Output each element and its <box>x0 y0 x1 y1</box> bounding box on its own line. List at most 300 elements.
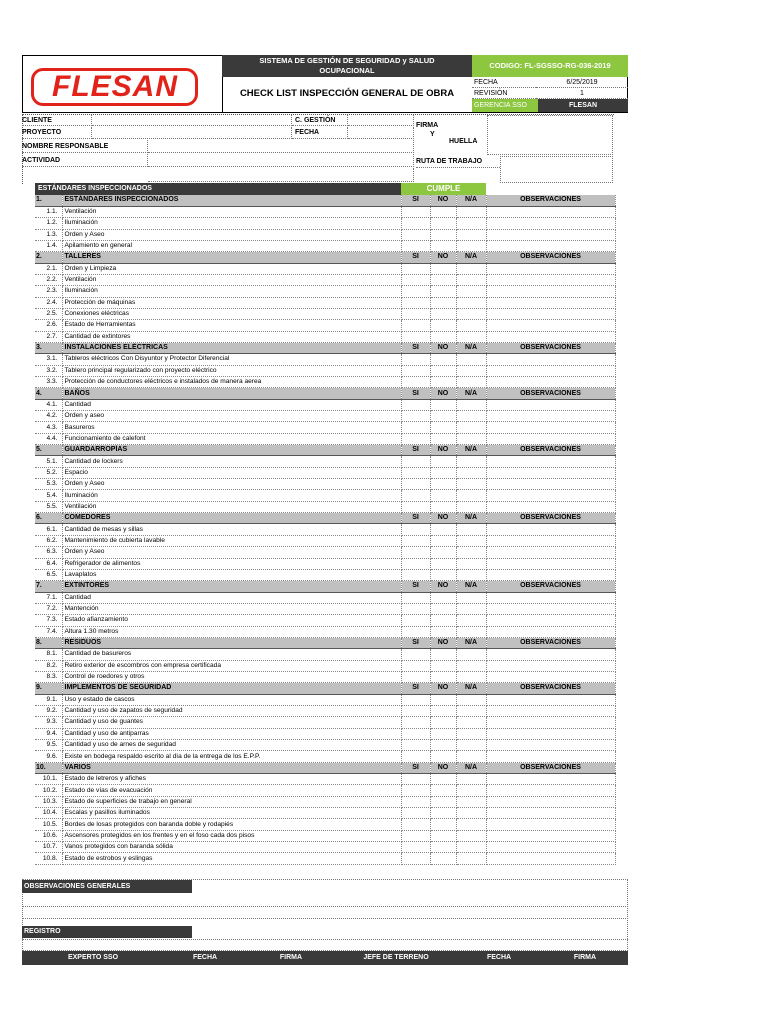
si-checkbox-cell[interactable] <box>401 263 430 274</box>
observation-cell[interactable] <box>486 785 615 796</box>
si-checkbox-cell[interactable] <box>401 740 430 751</box>
no-checkbox-cell[interactable] <box>430 785 456 796</box>
observation-cell[interactable] <box>486 229 615 240</box>
observation-cell[interactable] <box>486 365 615 376</box>
si-checkbox-cell[interactable] <box>401 649 430 660</box>
item-label: Protección de conductores eléctricos e instalados de manera aerea <box>62 377 401 388</box>
section-header-row <box>35 581 615 592</box>
si-checkbox-cell[interactable] <box>401 377 430 388</box>
na-checkbox-cell[interactable] <box>456 524 486 535</box>
no-checkbox-cell[interactable] <box>430 206 456 217</box>
na-checkbox-cell[interactable] <box>456 853 486 864</box>
checklist-item-row <box>35 377 615 388</box>
item-label: Ventilación <box>62 501 401 512</box>
c-gestion-field[interactable] <box>348 115 414 126</box>
observation-cell[interactable] <box>486 660 615 671</box>
observation-cell[interactable] <box>486 308 615 319</box>
observation-cell[interactable] <box>486 240 615 251</box>
item-number: 9.6. <box>35 751 62 762</box>
no-checkbox-cell[interactable] <box>430 592 456 603</box>
observation-cell[interactable] <box>486 422 615 433</box>
observation-cell[interactable] <box>486 218 615 229</box>
observation-cell[interactable] <box>486 399 615 410</box>
observation-cell[interactable] <box>486 740 615 751</box>
observation-cell[interactable] <box>486 479 615 490</box>
si-checkbox-cell[interactable] <box>401 728 430 739</box>
no-checkbox-cell[interactable] <box>430 274 456 285</box>
si-checkbox-cell[interactable] <box>401 365 430 376</box>
col-si-header: SI <box>401 513 430 524</box>
col-si-header: SI <box>401 388 430 399</box>
observation-cell[interactable] <box>486 490 615 501</box>
item-number: 8.1. <box>35 649 62 660</box>
si-checkbox-cell[interactable] <box>401 399 430 410</box>
no-checkbox-cell[interactable] <box>430 467 456 478</box>
observation-cell[interactable] <box>486 354 615 365</box>
na-checkbox-cell[interactable] <box>456 705 486 716</box>
na-checkbox-cell[interactable] <box>456 842 486 853</box>
checklist-item-row <box>35 592 615 603</box>
section-title: GUARDARROPÍAS <box>62 445 401 456</box>
si-checkbox-cell[interactable] <box>401 479 430 490</box>
checklist-item-row <box>35 411 615 422</box>
si-checkbox-cell[interactable] <box>401 206 430 217</box>
observation-cell[interactable] <box>486 411 615 422</box>
actividad-extra-field[interactable] <box>148 168 414 182</box>
no-checkbox-cell[interactable] <box>430 354 456 365</box>
checklist-item-row <box>35 365 615 376</box>
na-checkbox-cell[interactable] <box>456 286 486 297</box>
si-checkbox-cell[interactable] <box>401 671 430 682</box>
item-label: Ventilación <box>62 274 401 285</box>
observation-cell[interactable] <box>486 456 615 467</box>
no-checkbox-cell[interactable] <box>430 830 456 841</box>
observation-cell[interactable] <box>486 808 615 819</box>
observation-cell[interactable] <box>486 206 615 217</box>
si-checkbox-cell[interactable] <box>401 705 430 716</box>
na-checkbox-cell[interactable] <box>456 297 486 308</box>
na-checkbox-cell[interactable] <box>456 740 486 751</box>
si-checkbox-cell[interactable] <box>401 297 430 308</box>
si-checkbox-cell[interactable] <box>401 422 430 433</box>
no-checkbox-cell[interactable] <box>430 705 456 716</box>
item-label: Estado de letreros y afiches <box>62 774 401 785</box>
section-header-row <box>35 388 615 399</box>
checklist-item-row <box>35 705 615 716</box>
si-checkbox-cell[interactable] <box>401 830 430 841</box>
col-na-header: N/A <box>456 388 486 399</box>
observation-cell[interactable] <box>486 853 615 864</box>
no-checkbox-cell[interactable] <box>430 308 456 319</box>
si-checkbox-cell[interactable] <box>401 331 430 342</box>
item-number: 5.4. <box>35 490 62 501</box>
checklist-item-row <box>35 467 615 478</box>
observation-cell[interactable] <box>486 558 615 569</box>
checklist-item-row <box>35 626 615 637</box>
observation-cell[interactable] <box>486 297 615 308</box>
section-number: 8. <box>35 637 62 648</box>
fecha-value: 6/25/2019 <box>536 77 628 88</box>
checklist-table <box>35 195 616 865</box>
si-checkbox-cell[interactable] <box>401 819 430 830</box>
col-no-header: NO <box>430 513 456 524</box>
section-header-row <box>35 195 615 206</box>
no-checkbox-cell[interactable] <box>430 320 456 331</box>
na-checkbox-cell[interactable] <box>456 320 486 331</box>
na-checkbox-cell[interactable] <box>456 717 486 728</box>
na-checkbox-cell[interactable] <box>456 433 486 444</box>
observation-cell[interactable] <box>486 796 615 807</box>
na-checkbox-cell[interactable] <box>456 808 486 819</box>
na-checkbox-cell[interactable] <box>456 728 486 739</box>
actividad-field[interactable] <box>148 154 414 167</box>
si-checkbox-cell[interactable] <box>401 808 430 819</box>
ruta-box[interactable] <box>500 156 613 183</box>
si-checkbox-cell[interactable] <box>401 547 430 558</box>
section-header-row <box>35 342 615 353</box>
na-checkbox-cell[interactable] <box>456 308 486 319</box>
no-checkbox-cell[interactable] <box>430 535 456 546</box>
observation-cell[interactable] <box>486 592 615 603</box>
na-checkbox-cell[interactable] <box>456 274 486 285</box>
na-checkbox-cell[interactable] <box>456 626 486 637</box>
col-na-header: N/A <box>456 513 486 524</box>
col-no-header: NO <box>430 445 456 456</box>
section-header-row <box>35 637 615 648</box>
na-checkbox-cell[interactable] <box>456 660 486 671</box>
no-checkbox-cell[interactable] <box>430 524 456 535</box>
na-checkbox-cell[interactable] <box>456 751 486 762</box>
no-checkbox-cell[interactable] <box>430 558 456 569</box>
item-label: Basureros <box>62 422 401 433</box>
no-checkbox-cell[interactable] <box>430 717 456 728</box>
checklist-item-row <box>35 615 615 626</box>
item-label: Iluminación <box>62 218 401 229</box>
checklist-item-row <box>35 660 615 671</box>
no-checkbox-cell[interactable] <box>430 218 456 229</box>
si-checkbox-cell[interactable] <box>401 354 430 365</box>
item-number: 10.8. <box>35 853 62 864</box>
na-checkbox-cell[interactable] <box>456 671 486 682</box>
item-label: Mantenimiento de cubierta lavable <box>62 535 401 546</box>
si-checkbox-cell[interactable] <box>401 467 430 478</box>
na-checkbox-cell[interactable] <box>456 263 486 274</box>
na-checkbox-cell[interactable] <box>456 399 486 410</box>
no-checkbox-cell[interactable] <box>430 490 456 501</box>
observation-cell[interactable] <box>486 286 615 297</box>
observation-cell[interactable] <box>486 320 615 331</box>
si-checkbox-cell[interactable] <box>401 490 430 501</box>
observation-cell[interactable] <box>486 263 615 274</box>
na-checkbox-cell[interactable] <box>456 615 486 626</box>
observation-cell[interactable] <box>486 830 615 841</box>
na-checkbox-cell[interactable] <box>456 785 486 796</box>
no-checkbox-cell[interactable] <box>430 694 456 705</box>
na-checkbox-cell[interactable] <box>456 796 486 807</box>
si-checkbox-cell[interactable] <box>401 603 430 614</box>
si-checkbox-cell[interactable] <box>401 524 430 535</box>
item-number: 2.5. <box>35 308 62 319</box>
fecha-info-label: FECHA <box>292 127 348 139</box>
checklist-item-row <box>35 501 615 512</box>
no-checkbox-cell[interactable] <box>430 547 456 558</box>
no-checkbox-cell[interactable] <box>430 728 456 739</box>
col-na-header: N/A <box>456 252 486 263</box>
observation-cell[interactable] <box>486 615 615 626</box>
observation-cell[interactable] <box>486 467 615 478</box>
si-checkbox-cell[interactable] <box>401 456 430 467</box>
no-checkbox-cell[interactable] <box>430 263 456 274</box>
item-label: Estado de superficies de trabajo en general <box>62 796 401 807</box>
responsable-field[interactable] <box>148 140 414 153</box>
na-checkbox-cell[interactable] <box>456 456 486 467</box>
no-checkbox-cell[interactable] <box>430 626 456 637</box>
sig-experto-sso: EXPERTO SSO <box>67 954 119 961</box>
si-checkbox-cell[interactable] <box>401 433 430 444</box>
si-checkbox-cell[interactable] <box>401 558 430 569</box>
observation-cell[interactable] <box>486 377 615 388</box>
no-checkbox-cell[interactable] <box>430 660 456 671</box>
checklist-item-row <box>35 308 615 319</box>
section-number: 1. <box>35 195 62 206</box>
no-checkbox-cell[interactable] <box>430 331 456 342</box>
observation-cell[interactable] <box>486 501 615 512</box>
item-number: 4.3. <box>35 422 62 433</box>
na-checkbox-cell[interactable] <box>456 774 486 785</box>
si-checkbox-cell[interactable] <box>401 774 430 785</box>
no-checkbox-cell[interactable] <box>430 615 456 626</box>
observation-cell[interactable] <box>486 274 615 285</box>
na-checkbox-cell[interactable] <box>456 501 486 512</box>
no-checkbox-cell[interactable] <box>430 422 456 433</box>
section-number: 10. <box>35 762 62 773</box>
cliente-field[interactable] <box>92 115 292 126</box>
firma-box[interactable] <box>487 115 613 155</box>
observation-cell[interactable] <box>486 547 615 558</box>
observation-cell[interactable] <box>486 842 615 853</box>
item-number: 10.2. <box>35 785 62 796</box>
checklist-item-row <box>35 808 615 819</box>
observation-cell[interactable] <box>486 331 615 342</box>
no-checkbox-cell[interactable] <box>430 411 456 422</box>
item-number: 1.4. <box>35 240 62 251</box>
huella-label: HUELLA <box>449 138 478 145</box>
col-no-header: NO <box>430 683 456 694</box>
na-checkbox-cell[interactable] <box>456 694 486 705</box>
na-checkbox-cell[interactable] <box>456 649 486 660</box>
na-checkbox-cell[interactable] <box>456 479 486 490</box>
item-label: Cantidad <box>62 399 401 410</box>
col-observaciones-header: OBSERVACIONES <box>486 342 615 353</box>
document-code: CODIGO: FL-SGSSO-RG-036-2019 <box>472 55 628 77</box>
observation-cell[interactable] <box>486 649 615 660</box>
observaciones-line-2[interactable] <box>22 907 628 919</box>
si-checkbox-cell[interactable] <box>401 320 430 331</box>
col-si-header: SI <box>401 637 430 648</box>
si-checkbox-cell[interactable] <box>401 660 430 671</box>
item-label: Conexiones eléctricas <box>62 308 401 319</box>
item-label: Ventilación <box>62 206 401 217</box>
no-checkbox-cell[interactable] <box>430 501 456 512</box>
no-checkbox-cell[interactable] <box>430 842 456 853</box>
no-checkbox-cell[interactable] <box>430 456 456 467</box>
item-label: Estado de Herramientas <box>62 320 401 331</box>
item-number: 10.5. <box>35 819 62 830</box>
na-checkbox-cell[interactable] <box>456 558 486 569</box>
observation-cell[interactable] <box>486 717 615 728</box>
na-checkbox-cell[interactable] <box>456 377 486 388</box>
si-checkbox-cell[interactable] <box>401 569 430 580</box>
observation-cell[interactable] <box>486 524 615 535</box>
no-checkbox-cell[interactable] <box>430 433 456 444</box>
observation-cell[interactable] <box>486 671 615 682</box>
si-checkbox-cell[interactable] <box>401 626 430 637</box>
item-number: 6.2. <box>35 535 62 546</box>
no-checkbox-cell[interactable] <box>430 751 456 762</box>
si-checkbox-cell[interactable] <box>401 240 430 251</box>
si-checkbox-cell[interactable] <box>401 717 430 728</box>
si-checkbox-cell[interactable] <box>401 796 430 807</box>
item-number: 6.1. <box>35 524 62 535</box>
col-observaciones-header: OBSERVACIONES <box>486 762 615 773</box>
item-label: Altura 1.30 metros <box>62 626 401 637</box>
na-checkbox-cell[interactable] <box>456 218 486 229</box>
checklist-item-row <box>35 842 615 853</box>
observation-cell[interactable] <box>486 535 615 546</box>
no-checkbox-cell[interactable] <box>430 399 456 410</box>
no-checkbox-cell[interactable] <box>430 479 456 490</box>
na-checkbox-cell[interactable] <box>456 592 486 603</box>
section-number: 5. <box>35 445 62 456</box>
item-number: 5.5. <box>35 501 62 512</box>
no-checkbox-cell[interactable] <box>430 671 456 682</box>
si-checkbox-cell[interactable] <box>401 501 430 512</box>
na-checkbox-cell[interactable] <box>456 830 486 841</box>
si-checkbox-cell[interactable] <box>401 853 430 864</box>
col-observaciones-header: OBSERVACIONES <box>486 445 615 456</box>
observation-cell[interactable] <box>486 705 615 716</box>
na-checkbox-cell[interactable] <box>456 411 486 422</box>
no-checkbox-cell[interactable] <box>430 740 456 751</box>
na-checkbox-cell[interactable] <box>456 331 486 342</box>
observation-cell[interactable] <box>486 728 615 739</box>
flesan-logo <box>31 68 198 106</box>
observation-cell[interactable] <box>486 751 615 762</box>
col-no-header: NO <box>430 342 456 353</box>
no-checkbox-cell[interactable] <box>430 297 456 308</box>
item-label: Cantidad de extintores <box>62 331 401 342</box>
no-checkbox-cell[interactable] <box>430 796 456 807</box>
item-number: 4.1. <box>35 399 62 410</box>
si-checkbox-cell[interactable] <box>401 694 430 705</box>
na-checkbox-cell[interactable] <box>456 240 486 251</box>
observation-cell[interactable] <box>486 433 615 444</box>
no-checkbox-cell[interactable] <box>430 229 456 240</box>
no-checkbox-cell[interactable] <box>430 365 456 376</box>
item-number: 5.2. <box>35 467 62 478</box>
col-na-header: N/A <box>456 581 486 592</box>
na-checkbox-cell[interactable] <box>456 229 486 240</box>
na-checkbox-cell[interactable] <box>456 354 486 365</box>
si-checkbox-cell[interactable] <box>401 842 430 853</box>
si-checkbox-cell[interactable] <box>401 411 430 422</box>
sig-firma-2: FIRMA <box>573 954 597 961</box>
col-si-header: SI <box>401 252 430 263</box>
flesan-logo-text: FLESAN <box>52 70 178 103</box>
no-checkbox-cell[interactable] <box>430 649 456 660</box>
na-checkbox-cell[interactable] <box>456 819 486 830</box>
si-checkbox-cell[interactable] <box>401 785 430 796</box>
observation-cell[interactable] <box>486 694 615 705</box>
item-label: Apilamiento en general <box>62 240 401 251</box>
observation-cell[interactable] <box>486 626 615 637</box>
na-checkbox-cell[interactable] <box>456 603 486 614</box>
si-checkbox-cell[interactable] <box>401 308 430 319</box>
section-header-row <box>35 513 615 524</box>
no-checkbox-cell[interactable] <box>430 819 456 830</box>
si-checkbox-cell[interactable] <box>401 615 430 626</box>
firma-label: FIRMA <box>416 122 439 129</box>
checklist-item-row <box>35 433 615 444</box>
checklist-item-row <box>35 535 615 546</box>
na-checkbox-cell[interactable] <box>456 490 486 501</box>
si-checkbox-cell[interactable] <box>401 751 430 762</box>
na-checkbox-cell[interactable] <box>456 206 486 217</box>
na-checkbox-cell[interactable] <box>456 467 486 478</box>
item-label: Cantidad y uso de arnes de seguridad <box>62 740 401 751</box>
observaciones-header: OBSERVACIONES GENERALES <box>22 880 192 893</box>
no-checkbox-cell[interactable] <box>430 569 456 580</box>
si-checkbox-cell[interactable] <box>401 286 430 297</box>
si-checkbox-cell[interactable] <box>401 535 430 546</box>
si-checkbox-cell[interactable] <box>401 218 430 229</box>
observation-cell[interactable] <box>486 774 615 785</box>
observation-cell[interactable] <box>486 569 615 580</box>
checklist-item-row <box>35 569 615 580</box>
observation-cell[interactable] <box>486 819 615 830</box>
fecha-info-field[interactable] <box>348 127 414 139</box>
proyecto-field[interactable] <box>92 127 292 139</box>
observaciones-line-1[interactable] <box>22 895 628 907</box>
checklist-item-row <box>35 229 615 240</box>
checklist-item-row <box>35 524 615 535</box>
registro-area[interactable] <box>22 939 628 951</box>
no-checkbox-cell[interactable] <box>430 377 456 388</box>
si-checkbox-cell[interactable] <box>401 592 430 603</box>
checklist-item-row <box>35 399 615 410</box>
na-checkbox-cell[interactable] <box>456 569 486 580</box>
na-checkbox-cell[interactable] <box>456 365 486 376</box>
na-checkbox-cell[interactable] <box>456 547 486 558</box>
doc-title: CHECK LIST INSPECCIÓN GENERAL DE OBRA <box>239 88 455 99</box>
si-checkbox-cell[interactable] <box>401 274 430 285</box>
na-checkbox-cell[interactable] <box>456 422 486 433</box>
na-checkbox-cell[interactable] <box>456 535 486 546</box>
si-checkbox-cell[interactable] <box>401 229 430 240</box>
item-label: Estado de vías de evacuación <box>62 785 401 796</box>
item-number: 6.3. <box>35 547 62 558</box>
item-label: Mantención <box>62 603 401 614</box>
no-checkbox-cell[interactable] <box>430 240 456 251</box>
section-number: 6. <box>35 513 62 524</box>
no-checkbox-cell[interactable] <box>430 808 456 819</box>
no-checkbox-cell[interactable] <box>430 286 456 297</box>
no-checkbox-cell[interactable] <box>430 853 456 864</box>
responsable-label: NOMBRE RESPONSABLE <box>22 140 148 153</box>
observation-cell[interactable] <box>486 603 615 614</box>
no-checkbox-cell[interactable] <box>430 603 456 614</box>
no-checkbox-cell[interactable] <box>430 774 456 785</box>
